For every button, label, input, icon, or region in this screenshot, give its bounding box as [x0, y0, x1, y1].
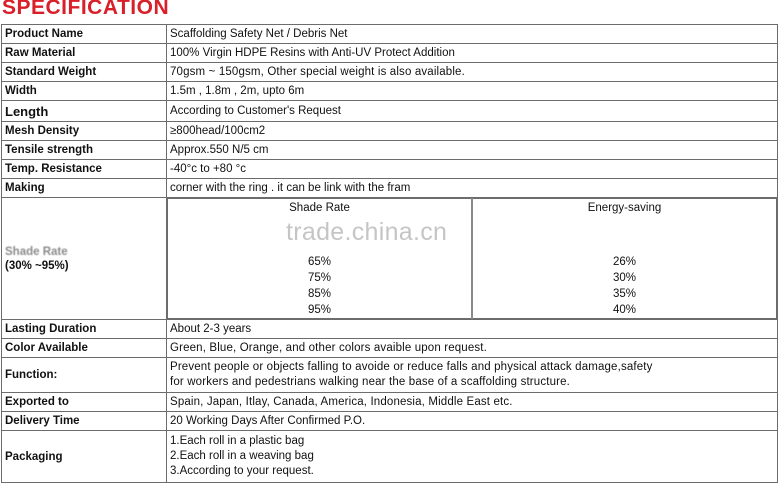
- shade-rate-value: 85%: [307, 288, 332, 300]
- spec-label-making: Making: [2, 179, 167, 198]
- shade-rate-subtable-cell: [167, 198, 778, 320]
- shade-rate-label-line2: (30% ~95%): [5, 259, 69, 272]
- spec-value-exported-to: Spain, Japan, Itlay, Canada, America, Indonesia, Middle East etc.: [167, 393, 778, 412]
- spec-value-color-available: Green, Blue, Orange, and other colors avaible upon request.: [167, 339, 778, 358]
- spec-value-product-name: Scaffolding Safety Net / Debris Net: [167, 25, 778, 44]
- shade-rate-column-header: Shade Rate: [289, 202, 350, 214]
- shade-rate-column: [168, 199, 473, 319]
- table-row: [2, 320, 778, 339]
- function-line: for workers and pedestrians walking near the base of a scaffolding structure.: [170, 376, 570, 388]
- spec-value-lasting-duration: About 2-3 years: [167, 320, 778, 339]
- table-row: [2, 25, 778, 44]
- energy-saving-values: [476, 254, 773, 318]
- shade-rate-value: 65%: [307, 256, 332, 268]
- spec-label-exported-to: Exported to: [2, 393, 167, 412]
- spec-label-raw-material: Raw Material: [2, 44, 167, 63]
- spec-label-temp-resistance: Temp. Resistance: [2, 160, 167, 179]
- energy-saving-value: 35%: [612, 288, 637, 300]
- spec-label-function: Function:: [2, 358, 167, 393]
- spec-label-width: Width: [2, 82, 167, 101]
- shade-rate-value: 75%: [307, 272, 332, 284]
- watermark: trade.china.cn: [286, 218, 448, 246]
- spec-label-mesh-density: Mesh Density: [2, 122, 167, 141]
- shade-rate-label-line1: Shade Rate: [5, 245, 68, 258]
- spec-label-length: Length: [2, 101, 167, 122]
- spec-value-temp-resistance: -40°c to +80 °c: [167, 160, 778, 179]
- packaging-line: 3.According to your request.: [170, 465, 314, 477]
- energy-saving-column-header: Energy-saving: [587, 202, 662, 214]
- spec-label-tensile-strength: Tensile strength: [2, 141, 167, 160]
- table-row: [2, 339, 778, 358]
- spec-label-lasting-duration: Lasting Duration: [2, 320, 167, 339]
- table-row: [2, 358, 778, 393]
- spec-label-product-name: Product Name: [2, 25, 167, 44]
- spec-label-shade-rate: [2, 198, 167, 320]
- energy-saving-value: 40%: [612, 304, 637, 316]
- spec-value-mesh-density: ≥800head/100cm2: [167, 122, 778, 141]
- shade-rate-value: 95%: [307, 304, 332, 316]
- table-row: [2, 63, 778, 82]
- energy-saving-value: 26%: [612, 256, 637, 268]
- table-row: [2, 101, 778, 122]
- packaging-line: 2.Each roll in a weaving bag: [170, 450, 314, 462]
- energy-saving-value: 30%: [612, 272, 637, 284]
- spec-value-length: According to Customer's Request: [167, 101, 778, 122]
- shade-rate-subtable: [167, 198, 777, 319]
- spec-value-making: corner with the ring . it can be link with the fram: [167, 179, 778, 198]
- spec-label-color-available: Color Available: [2, 339, 167, 358]
- spec-value-raw-material: 100% Virgin HDPE Resins with Anti-UV Protect Addition: [167, 44, 778, 63]
- table-row: [2, 141, 778, 160]
- table-row: [2, 179, 778, 198]
- table-row: [2, 160, 778, 179]
- spec-value-function: [167, 358, 778, 393]
- table-row: [2, 393, 778, 412]
- spec-value-packaging: [167, 431, 778, 483]
- shade-rate-values: [171, 254, 468, 318]
- page-title: SPECIFICATION: [2, 0, 170, 19]
- spec-value-tensile-strength: Approx.550 N/5 cm: [167, 141, 778, 160]
- spec-label-standard-weight: Standard Weight: [2, 63, 167, 82]
- spec-label-delivery-time: Delivery Time: [2, 412, 167, 431]
- spec-value-delivery-time: 20 Working Days After Confirmed P.O.: [167, 412, 778, 431]
- table-row: [2, 412, 778, 431]
- table-row-shade-rate: [2, 198, 778, 320]
- table-row: [2, 82, 778, 101]
- table-row: [2, 44, 778, 63]
- function-line: Prevent people or objects falling to avoide or reduce falls and physical attack damage,safety: [170, 361, 653, 373]
- spec-value-standard-weight: 70gsm ~ 150gsm, Other special weight is also available.: [167, 63, 778, 82]
- packaging-line: 1.Each roll in a plastic bag: [170, 435, 305, 447]
- spec-label-packaging: Packaging: [2, 431, 167, 483]
- specification-table: [1, 24, 778, 483]
- table-row: [2, 431, 778, 483]
- table-row: [2, 122, 778, 141]
- energy-saving-column: [472, 199, 777, 319]
- spec-value-width: 1.5m , 1.8m , 2m, upto 6m: [167, 82, 778, 101]
